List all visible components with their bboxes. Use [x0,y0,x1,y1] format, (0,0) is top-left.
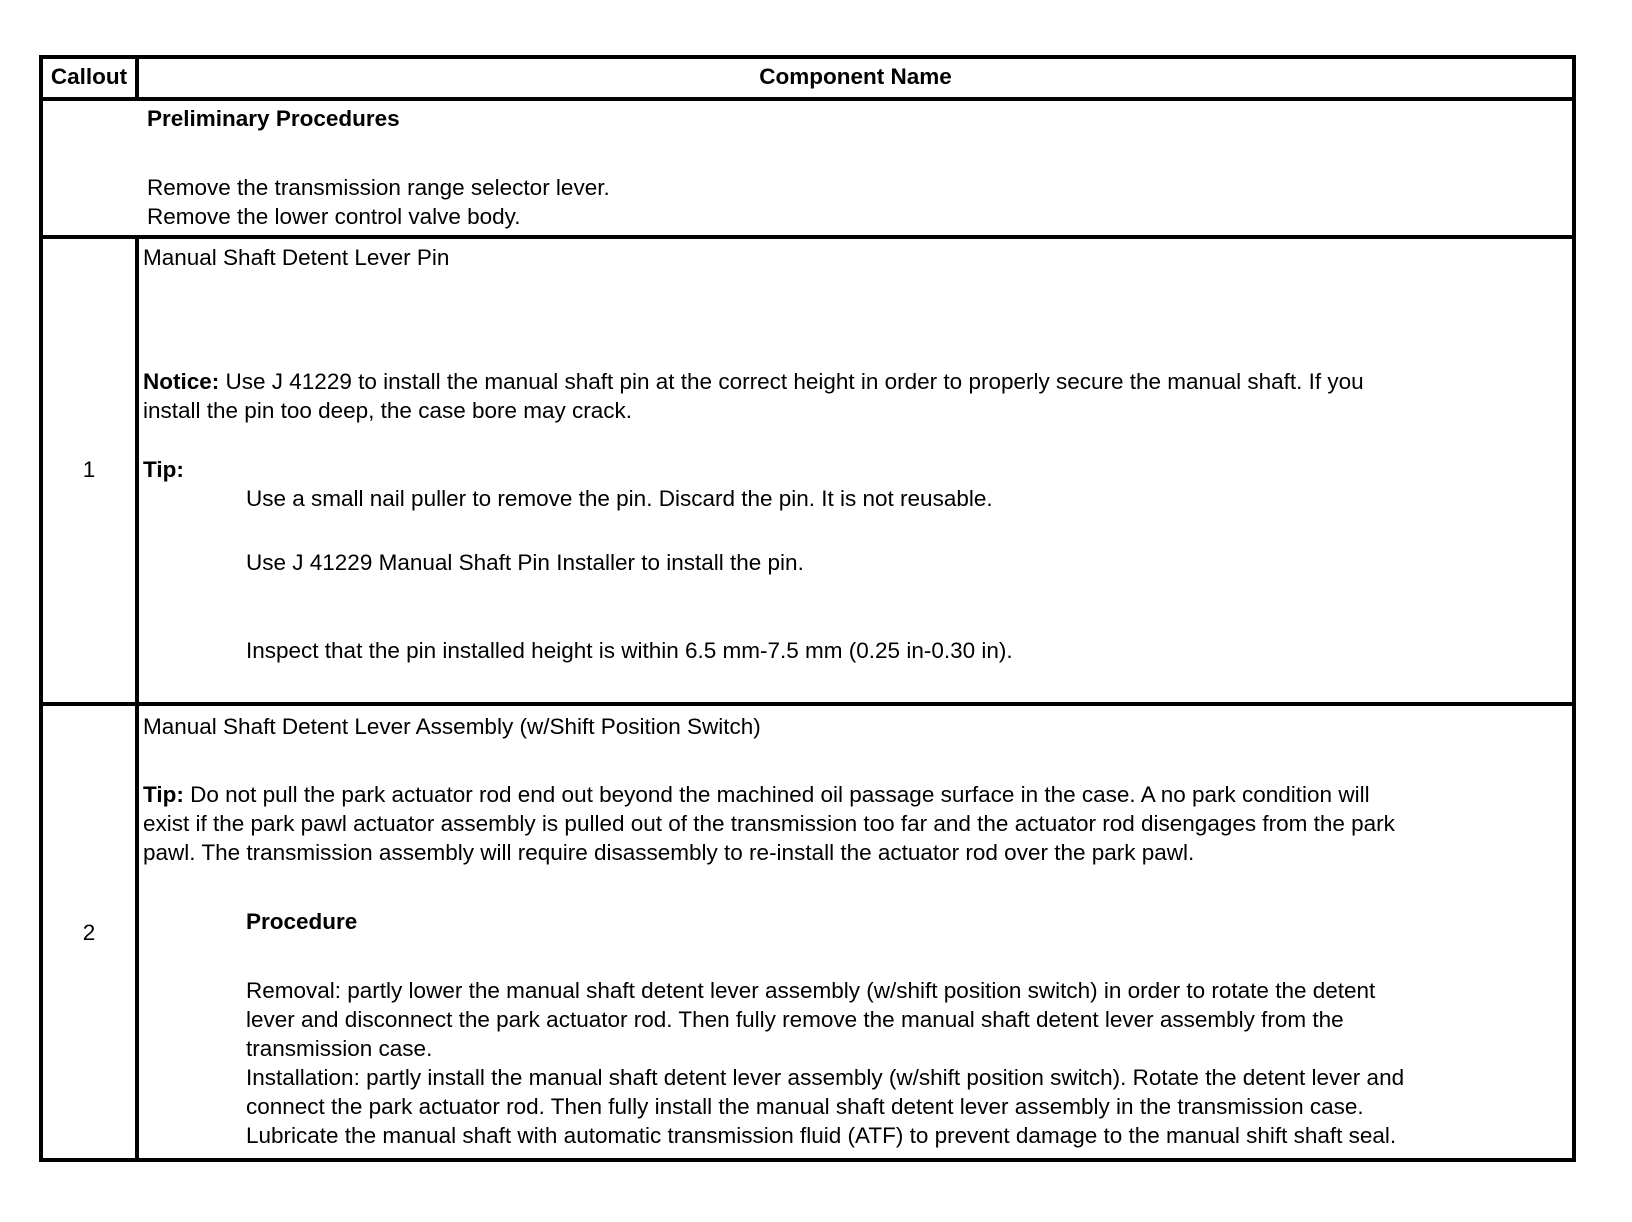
callout-1: 1 [82,457,96,482]
row-2-procedure-line-5: connect the park actuator rod. Then fully install the manual shaft detent lever assembly in the transmission case. [246,1094,1364,1119]
row-2-tip-text: Do not pull the park actuator rod end out beyond the machined oil passage surface in the case. A no park condition will [183,782,1370,807]
row-2-tip-line-3: pawl. The transmission assembly will require disassembly to re-install the actuator rod over the park pawl. [143,840,1195,865]
header-callout: Callout [50,64,128,89]
row-divider-preliminary [39,235,1576,239]
row-1-tip-label: Tip: [143,457,184,482]
row-2-tip-line-1 [143,780,1370,809]
row-2-tip-line-2: exist if the park pawl actuator assembly is pulled out of the transmission too far and the actuator rod disengages from the park [143,811,1395,836]
header-divider [39,97,1576,101]
preliminary-line-2: Remove the lower control valve body. [147,204,521,229]
notice-text: Use J 41229 to install the manual shaft pin at the correct height in order to properly secure the manual shaft. If you [219,369,1364,394]
row-2-procedure-line-2: lever and disconnect the park actuator rod. Then fully remove the manual shaft detent lever assembly from the [246,1007,1344,1032]
row-1-tip-3: Inspect that the pin installed height is within 6.5 mm-7.5 mm (0.25 in-0.30 in). [246,638,1013,663]
row-2-procedure-line-3: transmission case. [246,1036,433,1061]
row-2-tip-label: Tip: [143,782,184,807]
row-2-procedure-line-1: Removal: partly lower the manual shaft detent lever assembly (w/shift position switch) in order to rotate the detent [246,978,1376,1003]
header-component-name: Component Name [759,64,952,89]
row-1-component-name: Manual Shaft Detent Lever Pin [143,245,450,270]
row-1-tip-1: Use a small nail puller to remove the pin. Discard the pin. It is not reusable. [246,486,993,511]
row-1-tip-2: Use J 41229 Manual Shaft Pin Installer to install the pin. [246,550,804,575]
notice-label: Notice: [143,369,220,394]
row-2-component-name: Manual Shaft Detent Lever Assembly (w/Shift Position Switch) [143,714,761,739]
row-2-procedure-line-6: Lubricate the manual shaft with automatic transmission fluid (ATF) to prevent damage to the manual shift shaft seal. [246,1123,1397,1148]
row-1-notice-line-2: install the pin too deep, the case bore may crack. [143,398,633,423]
column-divider [135,235,139,1161]
preliminary-line-1: Remove the transmission range selector lever. [147,175,610,200]
row-2-procedure-line-4: Installation: partly install the manual shaft detent lever assembly (w/shift position switch). Rotate the detent lever and [246,1065,1405,1090]
row-1-notice-line-1 [143,367,1364,396]
callout-2: 2 [82,920,96,945]
row-2-procedure-title: Procedure [246,909,358,934]
row-divider-1 [39,702,1576,706]
preliminary-title: Preliminary Procedures [147,106,400,131]
